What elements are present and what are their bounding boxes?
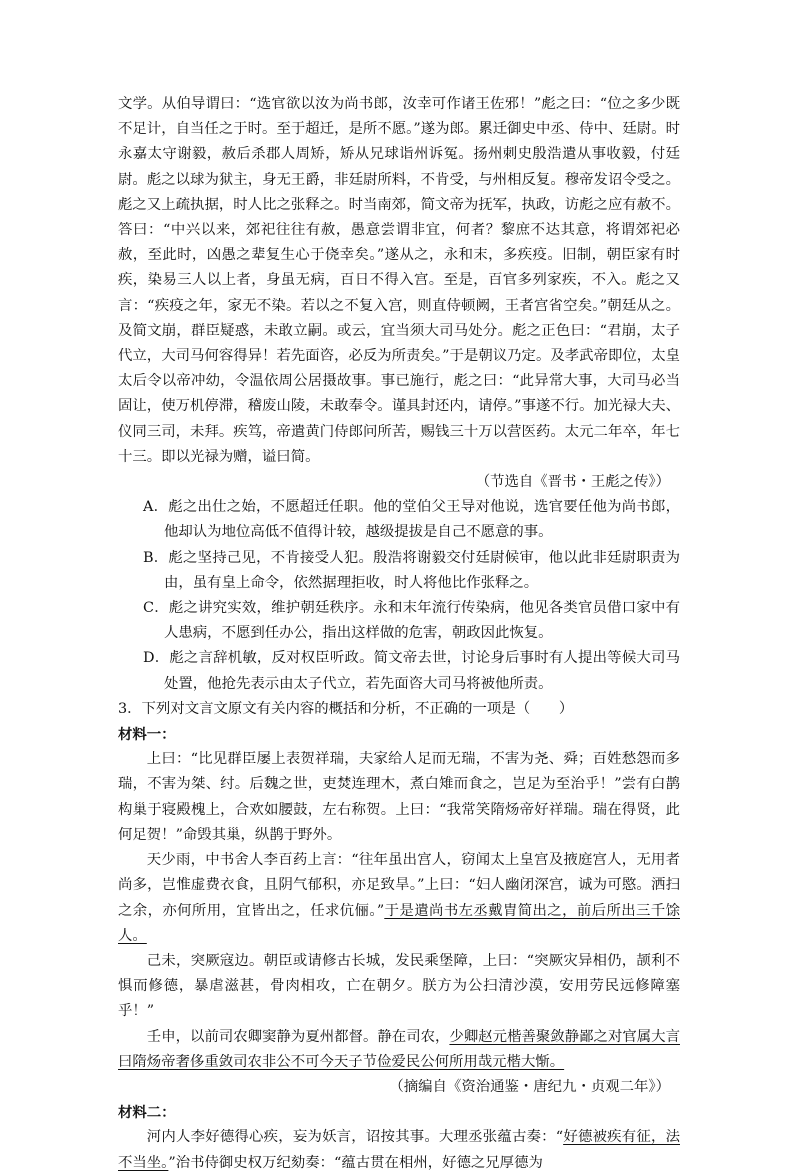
material-1-source: （摘编自《资治通鉴・唐纪九・贞观二年》） (389, 1078, 670, 1095)
option-b: B．彪之坚持己见，不肯接受人犯。殷浩将谢毅交付廷尉候审，他以此非廷尉职责为由，虽有皇上命令，依然据理拒收，时人将他比作张释之。 (143, 549, 680, 591)
material-1-paragraph-3: 己未，突厥寇边。朝臣或请修古长城，发民乘堡障，上曰：“突厥灾异相仍，颉利不惧而修德，暴虐滋甚，骨肉相攻，亡在朝夕。朕方为公扫清沙漠，安用劳民远修障塞乎！” (118, 952, 680, 1020)
question-3: 3．下列对文言文原文有关内容的概括和分析，不正确的一项是（ ） (118, 700, 574, 717)
material-2-paragraph-1 (118, 1125, 680, 1175)
underlined-sentence: 好德被疾有征，法不当坐。 (118, 1129, 680, 1171)
underlined-sentence: 少卿赵元楷善聚敛静鄙之对官属大言曰隋炀帝奢侈重敛司农非公不可今天子节俭爱民公何所用哉元楷大惭。 (118, 1028, 680, 1070)
question-options (118, 495, 680, 697)
underlined-sentence: 于是遣尚书左丞戴胄简出之，前后所出三千馀人。 (118, 902, 680, 944)
material-1-heading: 材料一： (118, 726, 176, 744)
passage-source: （节选自《晋书・王彪之传》） (475, 474, 670, 491)
document-body (118, 92, 680, 1176)
material-1-paragraph-1: 上曰：“比见群臣屡上表贺祥瑞，夫家给人足而无瑞，不害为尧、舜；百姓愁怨而多瑞，不害为桀、纣。后魏之世，吏焚连理木，煮白雉而食之，岂足为至治乎！”尝有白鹊构巢于寝殿槐上，合欢如腰鼓，左右称贺。上曰：“我常笑隋炀帝好祥瑞。瑞在得贤，此何足贺！”命毁其巢，纵鹊于野外。 (118, 751, 680, 843)
paragraph-text: 天少雨，中书舍人李百药上言：“往年虽出宫人，窃闻太上皇宫及掖庭宫人，无用者尚多，岂惟虚费衣食，且阴气郁积，亦足致旱。”上曰：“妇人幽闭深宫，诚为可愍。洒扫之余，亦何所用，宜皆出之，任求伉俪。” (118, 852, 680, 919)
paragraph-text: 壬申，以前司农卿窦静为夏州都督。静在司农， (146, 1028, 450, 1045)
paragraph-text: 河内人李好德得心疾，妄为妖言，诏按其事。大理丞张蕴古奏：“ (146, 1129, 564, 1146)
option-a: A．彪之出仕之始，不愿超迁任职。他的堂伯父王导对他说，选官要任他为尚书郎，他却认为地位高低不值得计较，越级提拔是自己不愿意的事。 (143, 499, 680, 541)
material-1-paragraph-4 (118, 1025, 680, 1075)
option-c: C．彪之讲究实效，维护朝廷秩序。永和末年流行传染病，他见各类官员借口家中有人患病，不愿到任办公，指出这样做的危害，朝政因此恢复。 (143, 600, 680, 642)
biography-passage: 文学。从伯导谓曰：“选官欲以汝为尚书郎，汝幸可作诸王佐邪！”彪之曰：“位之多少既不足计，自当任之于时。至于超迁，是所不愿。”遂为郎。累迁御史中丞、侍中、廷尉。时永嘉太守谢毅，赦后杀郡人周矫，矫从兄球诣州诉冤。扬州刺史殷浩遣从事收毅，付廷尉。彪之以球为狱主，身无王爵，非廷尉所料，不肯受，与州相反复。穆帝发诏令受之。彪之又上疏执据，时人比之张释之。时当南郊，简文帝为抚军，执政，访彪之应有赦不。答曰：“中兴以来，郊祀往往有赦，愚意尝谓非宜，何者？黎庶不达其意，将谓郊祀必赦，至此时，凶愚之辈复生心于侥幸矣。”遂从之，永和末，多疾疫。旧制，朝臣家有时疾，染易三人以上者，身虽无病，百日不得入宫。至是，百官多列家疾，不入。彪之又言：“疾疫之年，家无不染。若以之不复入宫，则直侍顿阙，王者宫省空矣。”朝廷从之。及简文崩，群臣疑惑，未敢立嗣。或云，宜当须大司马处分。彪之正色曰：“君崩，太子代立，大司马何容得异！若先面咨，必反为所责矣。”于是朝议乃定。及孝武帝即位，太皇太后令以帝冲幼，令温依周公居摄故事。事已施行，彪之曰：“此异常大事，大司马必当固让，使万机停滞，稽废山陵，未敢奉令。谨具封还内，请停。”事遂不行。加光禄大夫、仪同三司，未拜。疾笃，帝遣黄门侍郎问所苦，赐钱三十万以营医药。太元二年卒，年七十三。即以光禄为赠，谥曰简。 (118, 96, 680, 465)
material-1-paragraph-2 (118, 848, 680, 949)
paragraph-text: ”治书侍御史权万纪劾奏：“蕴古贯在相州，好德之兄厚德为 (168, 1154, 543, 1171)
material-2-heading: 材料二： (118, 1104, 176, 1122)
option-d: D．彪之言辞机敏，反对权臣听政。简文帝去世，讨论身后事时有人提出等候大司马处置，他抢先表示由太子代立，若先面咨大司马将被他所责。 (143, 650, 680, 692)
